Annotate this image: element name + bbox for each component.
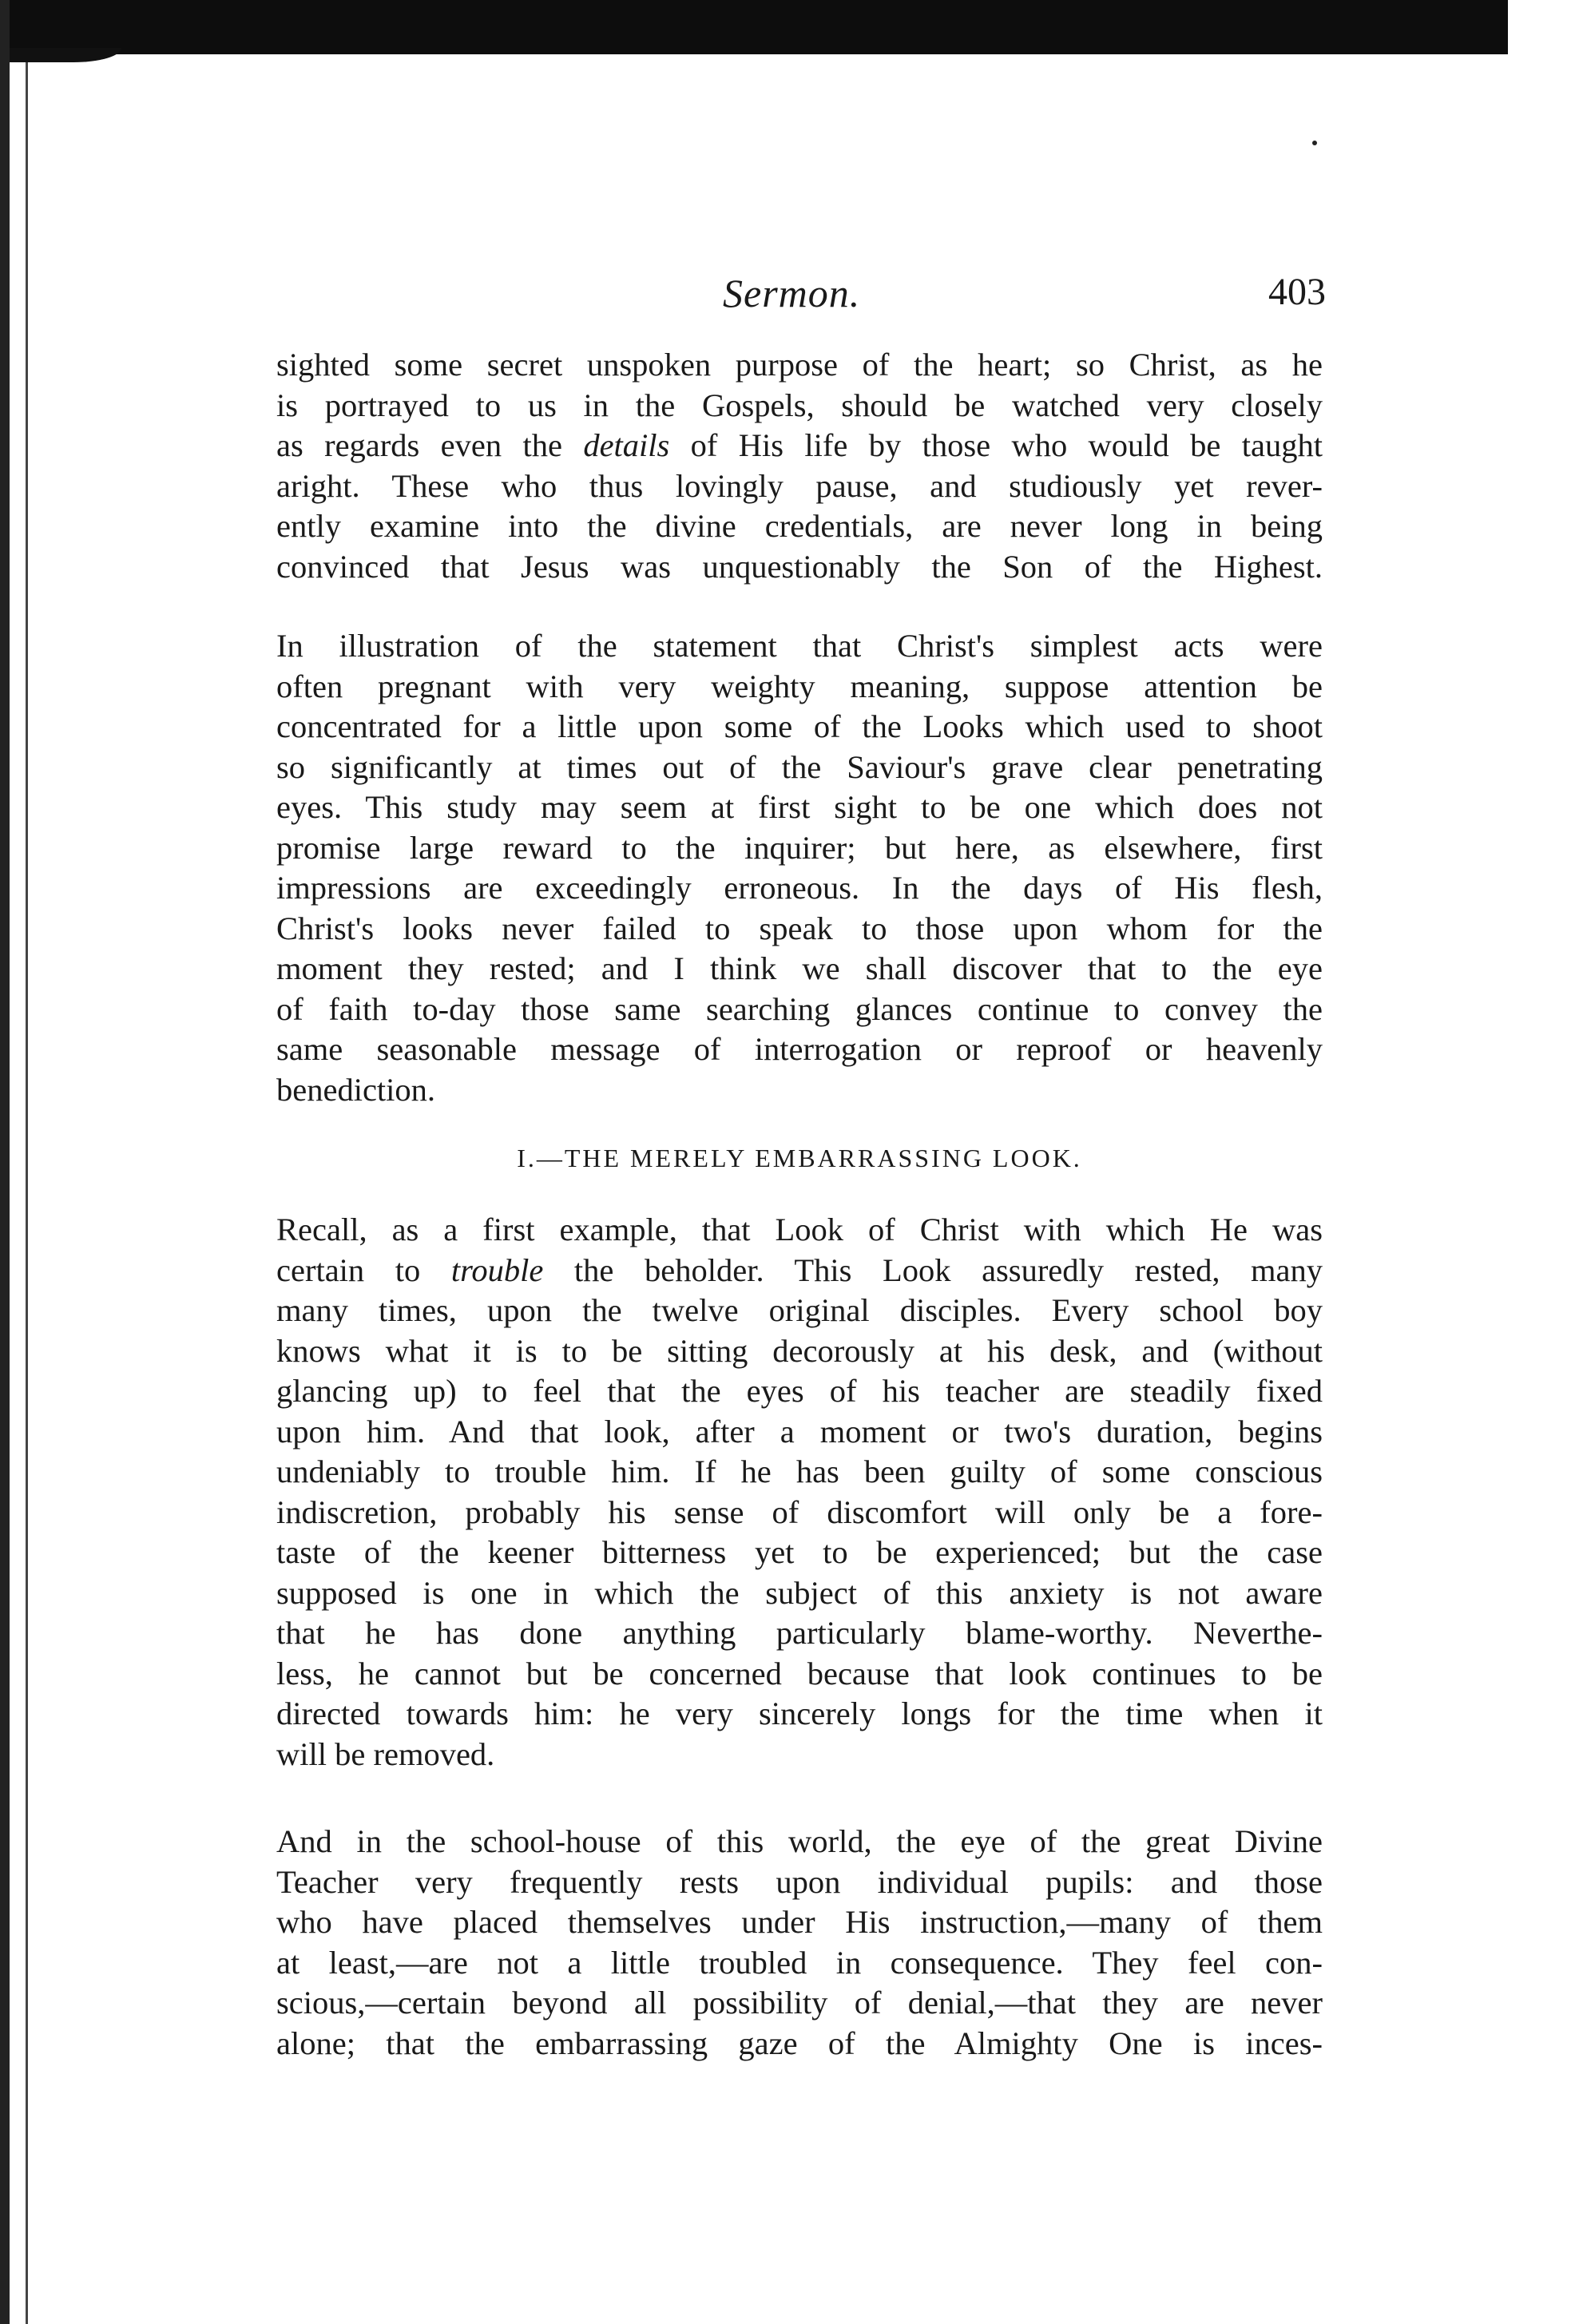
text-line: is portrayed to us in the Gospels, should be watched very closely — [276, 387, 1323, 423]
scan-left-rule — [26, 48, 28, 2324]
text-line: many times, upon the twelve original disciples. Every school boy — [276, 1292, 1323, 1328]
text-line: moment they rested; and I think we shall discover that to the eye — [276, 950, 1323, 986]
emphasis: trouble — [450, 1251, 544, 1288]
text-line: certain to trouble the beholder. This Look assuredly rested, many — [276, 1251, 1323, 1288]
text-line: at least,—are not a little troubled in consequence. They feel con- — [276, 1944, 1323, 1981]
scan-left-border — [0, 0, 10, 2324]
text-line: alone; that the embarrassing gaze of the Almighty One is inces- — [276, 2025, 1323, 2061]
emphasis: details — [583, 427, 670, 463]
text-line: And in the school-house of this world, the eye of the great Divine — [276, 1823, 1323, 1859]
text-line: of faith to-day those same searching glances continue to convey the — [276, 990, 1323, 1027]
text-line: less, he cannot but be concerned because that look continues to be — [276, 1655, 1323, 1691]
text-line: will be removed. — [276, 1735, 495, 1772]
text-line: same seasonable message of interrogation or reproof or heavenly — [276, 1031, 1323, 1067]
running-head — [0, 270, 1579, 326]
paragraph-2 — [276, 626, 1323, 1110]
text-line: undeniably to trouble him. If he has been guilty of some conscious — [276, 1453, 1323, 1489]
text-line: Recall, as a first example, that Look of Christ with which He was — [276, 1212, 1323, 1247]
text-line: Teacher very frequently rests upon individual pupils: and those — [276, 1863, 1323, 1900]
section-heading: I.—THE MERELY EMBARRASSING LOOK. — [517, 1144, 1082, 1172]
text-line: concentrated for a little upon some of the Looks which used to shoot — [276, 708, 1323, 744]
running-title: Sermon. — [723, 271, 861, 315]
text-line: upon him. And that look, after a moment or two's duration, begins — [276, 1413, 1323, 1450]
paragraph-3 — [276, 1210, 1323, 1775]
text-line: so significantly at times out of the Saviour's grave clear penetrating — [276, 748, 1323, 785]
text-line: In illustration of the statement that Christ's simplest acts were — [276, 628, 1323, 664]
text-line: eyes. This study may seem at first sight to be one which does not — [276, 789, 1323, 825]
text-line: often pregnant with very weighty meaning, suppose attention be — [276, 668, 1323, 704]
scan-speck — [1312, 141, 1317, 145]
text-line: supposed is one in which the subject of this anxiety is not aware — [276, 1574, 1323, 1611]
text-line: Christ's looks never failed to speak to those upon whom for the — [276, 910, 1323, 946]
text-line: convinced that Jesus was unquestionably the Son of the Highest. — [276, 548, 1323, 585]
text-line: glancing up) to feel that the eyes of his teacher are steadily fixed — [276, 1373, 1323, 1409]
text-line: scious,—certain beyond all possibility of denial,—that they are never — [276, 1985, 1323, 2021]
text-line: sighted some secret unspoken purpose of the heart; so Christ, as he — [276, 347, 1323, 383]
text-line: knows what it is to be sitting decorously at his desk, and (without — [276, 1332, 1323, 1369]
text-line: benediction. — [276, 1071, 436, 1108]
paragraph-4 — [276, 1822, 1323, 2064]
scan-corner-shadow — [10, 48, 121, 62]
text-line: impressions are exceedingly erroneous. In the days of His flesh, — [276, 870, 1323, 906]
text-line: promise large reward to the inquirer; but here, as elsewhere, first — [276, 829, 1323, 866]
text-line: directed towards him: he very sincerely longs for the time when it — [276, 1695, 1323, 1731]
text-line: who have placed themselves under His instruction,—many of them — [276, 1904, 1323, 1940]
text-line: aright. These who thus lovingly pause, and studiously yet rever- — [276, 467, 1323, 504]
text-line: indiscretion, probably his sense of discomfort will only be a fore- — [276, 1493, 1323, 1530]
page-number: 403 — [1268, 271, 1326, 313]
paragraph-1 — [276, 345, 1323, 587]
text-line: as regards even the details of His life by those who would be taught — [276, 427, 1323, 463]
text-line: that he has done anything particularly blame-worthy. Neverthe- — [276, 1615, 1323, 1651]
scan-top-border — [0, 0, 1508, 54]
text-line: taste of the keener bitterness yet to be experienced; but the case — [276, 1534, 1323, 1570]
text-line: ently examine into the divine credentials, are never long in being — [276, 508, 1323, 544]
